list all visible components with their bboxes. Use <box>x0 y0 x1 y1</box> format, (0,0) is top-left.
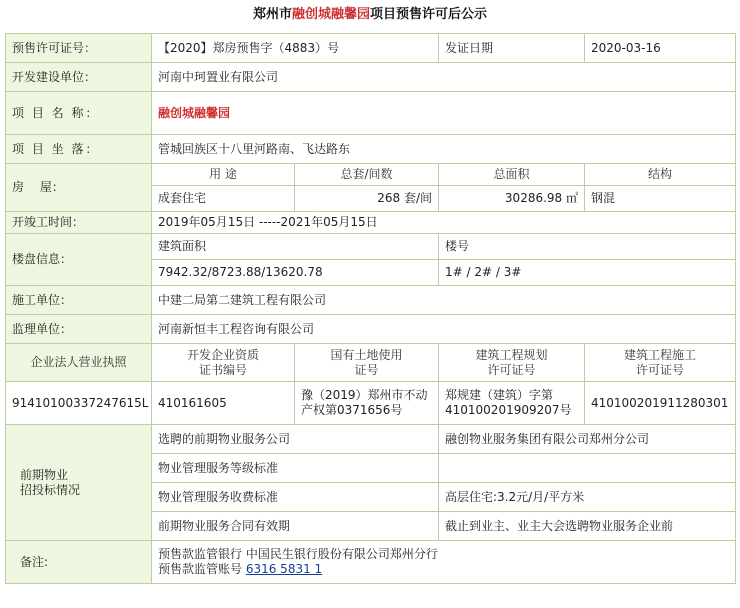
construction-permit-header: 建筑工程施工 许可证号 <box>585 344 736 382</box>
remarks-label: 备注: <box>6 541 152 584</box>
housing-use-value: 成套住宅 <box>152 186 295 212</box>
building-area-value: 7942.32/8723.88/13620.78 <box>152 260 439 286</box>
housing-area-value: 30286.98 ㎡ <box>439 186 585 212</box>
permit-row <box>6 34 736 63</box>
housing-structure-value: 钢混 <box>585 186 736 212</box>
construction-time-label: 开竣工时间： <box>6 212 152 234</box>
construction-permit-value: 410100201911280301 <box>585 382 736 425</box>
land-use-cert-header: 国有土地使用 证号 <box>295 344 439 382</box>
project-name-row <box>6 92 736 135</box>
housing-label: 房 屋： <box>6 164 152 212</box>
property-service-value: 截止到业主、业主大会选聘物业服务企业前 <box>439 512 736 541</box>
building-number-header: 楼号 <box>439 234 736 260</box>
issue-date-label: 发证日期 <box>439 34 585 63</box>
planning-permit-value: 郑规建（建筑）字第410100201909207号 <box>439 382 585 425</box>
supervisor-row <box>6 315 736 344</box>
housing-header-row <box>6 164 736 186</box>
property-service-value: 融创物业服务集团有限公司郑州分公司 <box>439 425 736 454</box>
license-header-row <box>6 344 736 382</box>
property-service-item: 物业管理服务等级标准 <box>152 454 439 483</box>
property-service-row <box>6 425 736 454</box>
project-name-value: 融创城融馨园 <box>152 92 736 135</box>
issue-date-value: 2020-03-16 <box>585 34 736 63</box>
location-row <box>6 135 736 164</box>
project-name-label: 项 目 名 称： <box>6 92 152 135</box>
title-suffix: 项目预售许可后公示 <box>370 7 488 22</box>
permit-label: 预售许可证号： <box>6 34 152 63</box>
developer-value: 河南中珂置业有限公司 <box>152 63 736 92</box>
supervisor-label: 监理单位： <box>6 315 152 344</box>
construction-time-row <box>6 212 736 234</box>
housing-use-header: 用 途 <box>152 164 295 186</box>
supervising-bank-line: 预售款监管银行 中国民生银行股份有限公司郑州分行 <box>158 547 438 561</box>
land-use-cert-value: 豫（2019）郑州市不动产权第0371656号 <box>295 382 439 425</box>
contractor-label: 施工单位： <box>6 286 152 315</box>
property-service-value <box>439 454 736 483</box>
license-value-row <box>6 382 736 425</box>
business-license-value: 91410100337247615L <box>6 382 152 425</box>
property-service-value: 高层住宅:3.2元/月/平方米 <box>439 483 736 512</box>
housing-area-header: 总面积 <box>439 164 585 186</box>
property-service-item: 选聘的前期物业服务公司 <box>152 425 439 454</box>
page-title <box>0 0 740 30</box>
remarks-value <box>152 541 736 584</box>
remarks-row <box>6 541 736 584</box>
title-project: 融创城融馨园 <box>291 7 370 22</box>
building-area-header: 建筑面积 <box>152 234 439 260</box>
building-number-value: 1# / 2# / 3# <box>439 260 736 286</box>
planning-permit-header: 建筑工程规划 许可证号 <box>439 344 585 382</box>
location-label: 项 目 坐 落： <box>6 135 152 164</box>
qualification-cert-value: 410161605 <box>152 382 295 425</box>
supervisor-value: 河南新恒丰工程咨询有限公司 <box>152 315 736 344</box>
contractor-value: 中建二局第二建筑工程有限公司 <box>152 286 736 315</box>
qualification-cert-header: 开发企业资质 证书编号 <box>152 344 295 382</box>
housing-units-value: 268 套/间 <box>295 186 439 212</box>
business-license-header: 企业法人营业执照 <box>6 344 152 382</box>
property-service-item: 前期物业服务合同有效期 <box>152 512 439 541</box>
housing-structure-header: 结构 <box>585 164 736 186</box>
building-info-header-row <box>6 234 736 260</box>
account-prefix: 预售款监管账号 <box>158 562 246 576</box>
housing-units-header: 总套/间数 <box>295 164 439 186</box>
property-service-item: 物业管理服务收费标准 <box>152 483 439 512</box>
developer-label: 开发建设单位： <box>6 63 152 92</box>
presale-notice-table <box>5 33 736 584</box>
permit-value: 【2020】郑房预售字（4883）号 <box>152 34 439 63</box>
property-service-label: 前期物业 招投标情况 <box>6 425 152 541</box>
supervising-account-line <box>158 562 729 577</box>
construction-time-value: 2019年05月15日 -----2021年05月15日 <box>152 212 736 234</box>
contractor-row <box>6 286 736 315</box>
developer-row <box>6 63 736 92</box>
building-info-label: 楼盘信息： <box>6 234 152 286</box>
location-value: 管城回族区十八里河路南、飞达路东 <box>152 135 736 164</box>
account-number-link[interactable]: 6316 5831 1 <box>245 562 323 576</box>
title-prefix: 郑州市 <box>252 7 292 22</box>
